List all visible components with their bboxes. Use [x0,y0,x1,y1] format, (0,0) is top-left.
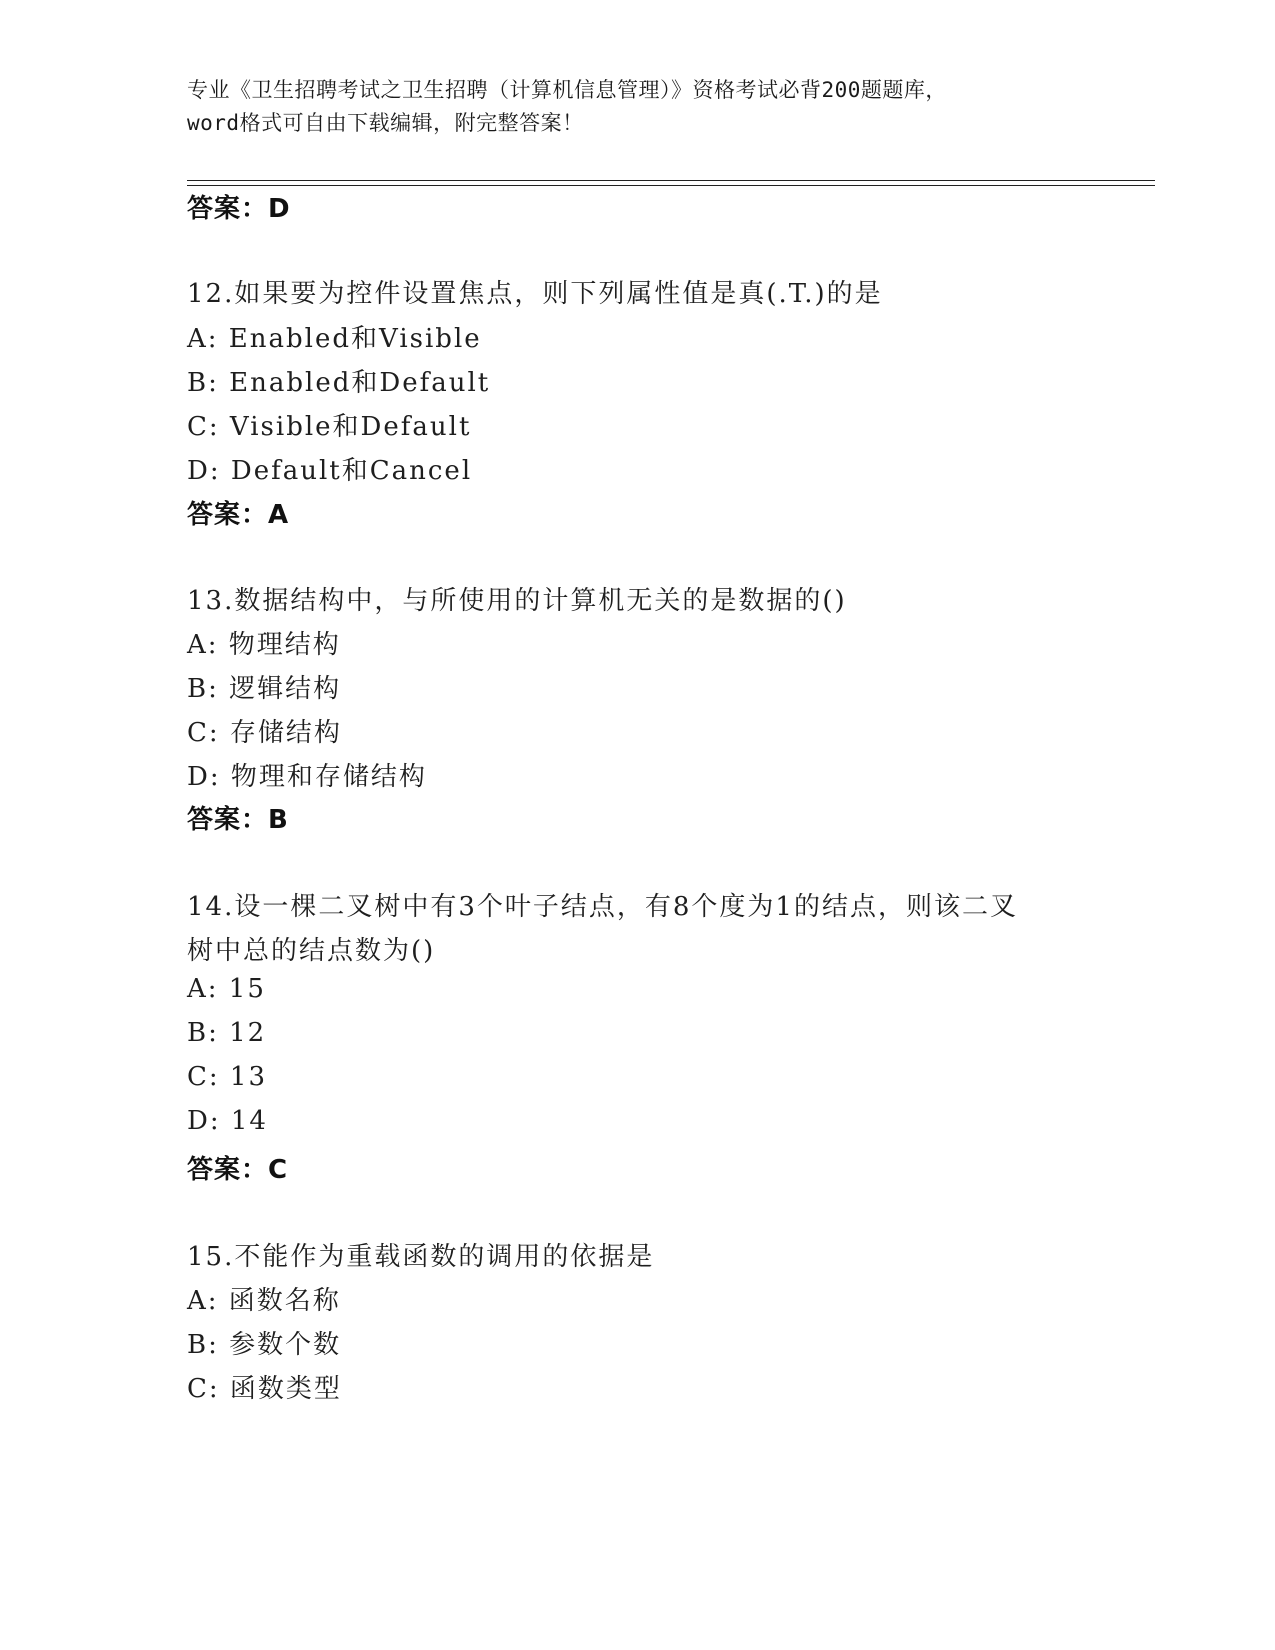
question-13-option-c: C: 存储结构 [187,718,342,748]
header-divider-bottom [187,185,1155,186]
question-13-option-b: B: 逻辑结构 [187,674,342,704]
question-14-option-a: A: 15 [187,974,266,1004]
header-line-2: word格式可自由下载编辑，附完整答案！ [187,111,584,135]
answer-q11: 答案：D [187,194,291,224]
question-13-stem: 13.数据结构中，与所使用的计算机无关的是数据的() [187,586,847,616]
header-line-1: 专业《卫生招聘考试之卫生招聘（计算机信息管理）》资格考试必背200题题库， [187,78,947,102]
answer-q13: 答案：B [187,805,289,835]
question-14-option-b: B: 12 [187,1018,267,1048]
question-14-option-d: D: 14 [187,1106,268,1136]
question-14-stem-line-1: 14.设一棵二叉树中有3个叶子结点，有8个度为1的结点，则该二叉 [187,892,1018,922]
question-12-option-b: B: Enabled和Default [187,368,491,398]
header-divider-top [187,180,1155,181]
question-13-option-d: D: 物理和存储结构 [187,762,427,792]
question-15-stem: 15.不能作为重载函数的调用的依据是 [187,1242,655,1272]
question-13-option-a: A: 物理结构 [187,630,341,660]
document-header [187,74,1087,140]
question-12-option-c: C: Visible和Default [187,412,472,442]
question-15-option-a: A: 函数名称 [187,1286,341,1316]
answer-q12: 答案：A [187,500,290,530]
question-14-stem-line-2: 树中总的结点数为() [187,936,436,966]
question-12-option-d: D: Default和Cancel [187,456,473,486]
answer-q14: 答案：C [187,1155,289,1185]
question-15-option-b: B: 参数个数 [187,1330,342,1360]
question-14-option-c: C: 13 [187,1062,268,1092]
question-15-option-c: C: 函数类型 [187,1374,342,1404]
question-12-stem: 12.如果要为控件设置焦点，则下列属性值是真(.T.)的是 [187,279,883,309]
question-12-option-a: A: Enabled和Visible [187,324,482,354]
